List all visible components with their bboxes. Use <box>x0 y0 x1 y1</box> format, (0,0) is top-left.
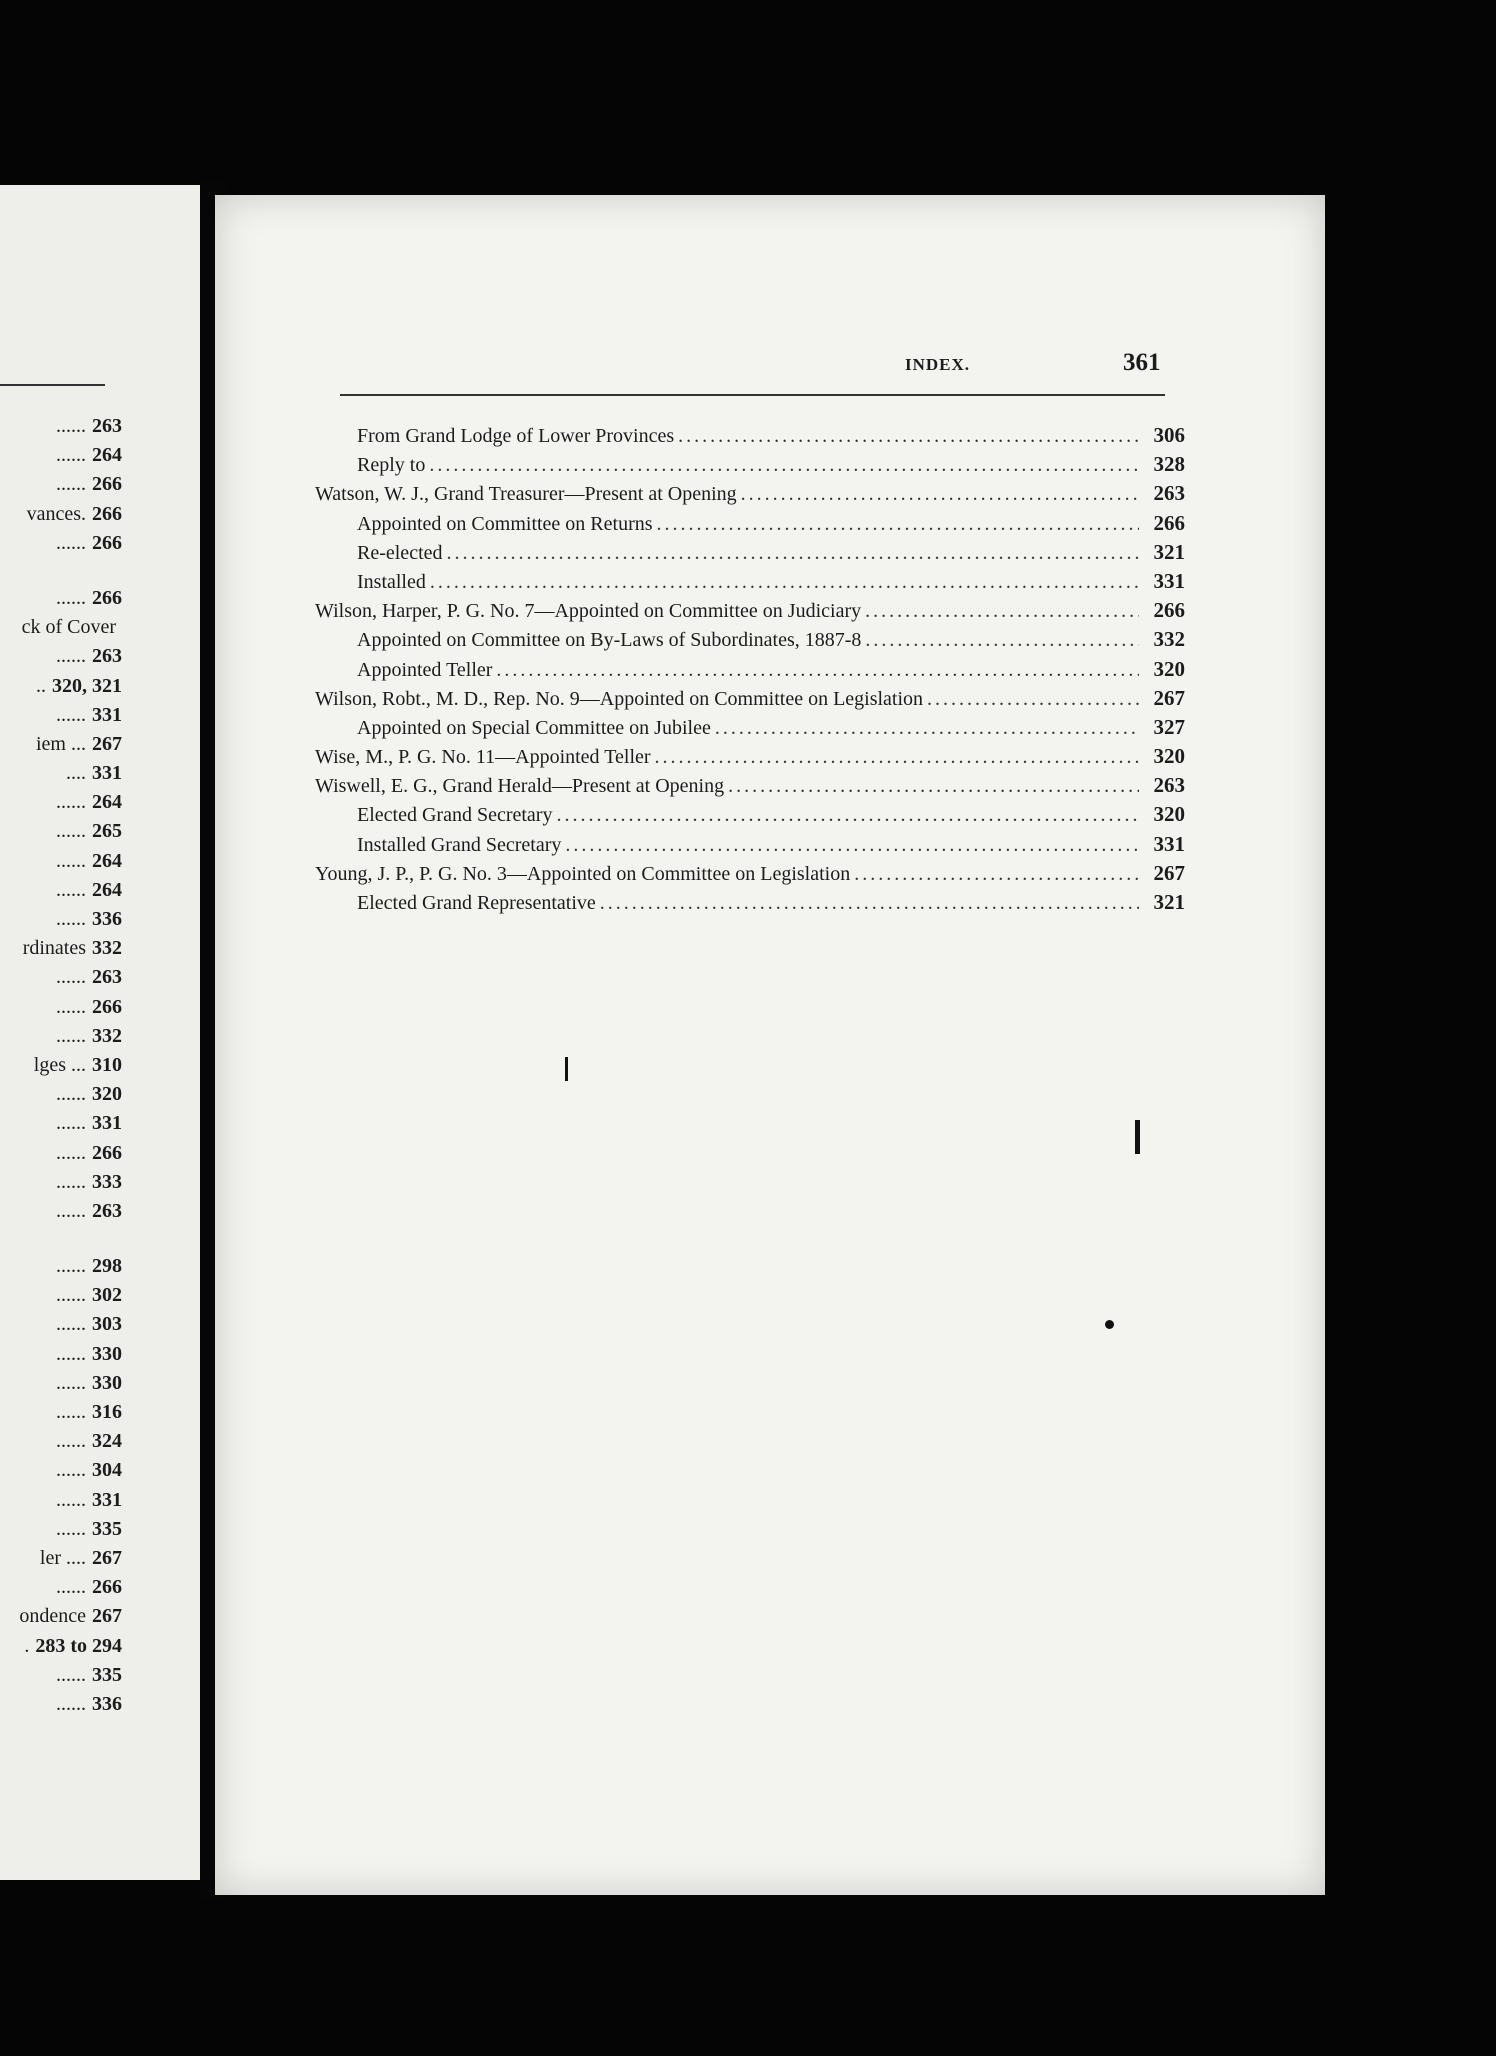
left-index-entry-page: 303 <box>92 1313 122 1336</box>
left-index-entry <box>0 733 122 762</box>
left-index-entry <box>0 850 122 879</box>
left-index-entry <box>0 1693 122 1722</box>
left-index-entry <box>0 616 122 645</box>
left-index-entry-page: 265 <box>92 820 122 843</box>
left-index-entry-page: 316 <box>92 1401 122 1423</box>
left-index-entry-text: ...... <box>56 703 86 726</box>
index-entry <box>315 598 1185 627</box>
index-entry-page: 306 <box>1153 423 1185 447</box>
left-index-entry-text: ...... <box>56 1576 86 1599</box>
left-index-entry <box>0 532 122 561</box>
index-entry-page: 327 <box>1153 714 1185 739</box>
left-index-entry-text: ...... <box>56 1371 86 1394</box>
dot-leader <box>865 600 1139 623</box>
left-index-entry <box>0 1430 122 1459</box>
left-index-entry-page: 266 <box>92 473 122 496</box>
index-entry-page: 332 <box>1153 627 1185 652</box>
left-index-entry-text: rdinates <box>22 937 86 960</box>
left-index-entry-page: 267 <box>92 732 122 755</box>
left-index-entry-text: ...... <box>56 820 86 843</box>
index-entry-page: 328 <box>1153 452 1185 477</box>
left-index-entry-text: ...... <box>56 1488 86 1511</box>
index-entry-page: 267 <box>1153 685 1185 710</box>
left-index-entry-text: . <box>24 1634 30 1657</box>
dot-leader <box>741 483 1139 506</box>
left-index-entry-page: 266 <box>92 995 122 1018</box>
left-index-entry <box>0 1576 122 1605</box>
left-index-entry-page: 283 to 294 <box>35 1634 122 1657</box>
dot-leader <box>496 659 1139 682</box>
left-index-entry-page: 263 <box>92 1199 122 1222</box>
index-entry <box>315 627 1185 656</box>
dot-leader <box>429 454 1139 477</box>
index-gap <box>0 1229 122 1255</box>
index-entry <box>315 481 1185 510</box>
dot-leader <box>865 629 1139 652</box>
left-index-entry <box>0 503 122 532</box>
left-index-entry-text: ...... <box>56 1024 86 1047</box>
index-entry-text: From Grand Lodge of Lower Provinces <box>357 425 675 447</box>
left-index-entry-text: ...... <box>56 1284 86 1307</box>
left-index-entry <box>0 444 122 473</box>
left-index-entry-page: 302 <box>92 1284 122 1307</box>
left-index-entry <box>0 1664 122 1693</box>
left-index-entry-text: ...... <box>56 586 86 609</box>
left-index-entry <box>0 1343 122 1372</box>
index-entry <box>315 686 1185 715</box>
index-entry-text: Appointed on Committee on Returns <box>357 512 653 535</box>
index-entry <box>315 657 1185 686</box>
index-entry-text: Wise, M., P. G. No. 11—Appointed Teller <box>315 746 651 769</box>
left-index-entry <box>0 587 122 616</box>
left-index-entry-page: 335 <box>92 1663 122 1686</box>
index-entry <box>315 452 1185 481</box>
left-index-entry-page: 332 <box>92 1024 122 1047</box>
left-index-entry-page: 336 <box>92 1692 122 1715</box>
index-entry <box>315 540 1185 569</box>
left-index-entry <box>0 1171 122 1200</box>
left-index-entry-page: 266 <box>92 1576 122 1599</box>
left-index-entry <box>0 1200 122 1229</box>
left-index-entry <box>0 1313 122 1342</box>
index-entry-text: Appointed Teller <box>357 658 493 681</box>
left-index-entry <box>0 675 122 704</box>
left-index-entry-page: 331 <box>92 1488 122 1511</box>
dot-leader <box>447 542 1140 565</box>
dot-leader <box>854 863 1139 886</box>
index-entry-page: 331 <box>1153 831 1185 856</box>
left-index-entry <box>0 762 122 791</box>
left-index-entry <box>0 415 122 444</box>
left-index-entry-text: ...... <box>56 995 86 1018</box>
left-index-entry-text: .... <box>66 762 86 785</box>
left-index-entry-page: 330 <box>92 1371 122 1394</box>
index-entry-page: 266 <box>1153 510 1185 535</box>
ink-speck <box>1135 1120 1140 1154</box>
index-list <box>315 423 1185 919</box>
index-entry-text: Installed Grand Secretary <box>357 833 562 856</box>
left-index-entry-text: ...... <box>56 1517 86 1540</box>
left-index-entry-page: 332 <box>92 937 122 960</box>
index-entry <box>315 511 1185 540</box>
index-entry-page: 321 <box>1153 890 1185 914</box>
left-index-entry-text: ...... <box>56 791 86 814</box>
dot-leader <box>565 834 1139 857</box>
dot-leader <box>655 746 1139 769</box>
index-entry-text: Young, J. P., P. G. No. 3—Appointed on Committee on Legislation <box>315 862 851 885</box>
left-index-entry <box>0 1112 122 1141</box>
index-entry-page: 320 <box>1153 802 1185 827</box>
left-index-entry <box>0 937 122 966</box>
left-index-entry <box>0 908 122 937</box>
dot-leader <box>715 717 1139 740</box>
left-index-entry-page: 266 <box>92 502 122 525</box>
page-number: 361 <box>1123 349 1161 376</box>
left-index-entry-page: 264 <box>92 878 122 901</box>
left-index-entry <box>0 879 122 908</box>
index-entry <box>315 861 1185 890</box>
left-index-entry-page: 266 <box>92 1141 122 1164</box>
index-entry-text: Watson, W. J., Grand Treasurer—Present at Opening <box>315 483 737 506</box>
right-page <box>215 195 1325 1895</box>
index-entry-page: 331 <box>1153 568 1185 593</box>
left-index-entry-page: 263 <box>92 415 122 437</box>
left-index-entry <box>0 1489 122 1518</box>
left-index-entry <box>0 645 122 674</box>
left-index-entry-page: 333 <box>92 1170 122 1193</box>
left-index-entry-text: ...... <box>56 1459 86 1482</box>
left-index-entry-page: 263 <box>92 645 122 668</box>
index-entry-page: 320 <box>1153 744 1185 769</box>
index-entry <box>315 773 1185 802</box>
left-index-entry-page: 336 <box>92 908 122 930</box>
left-index-entry-text: lges ... <box>33 1053 86 1076</box>
left-index-entry-text: ...... <box>56 1313 86 1336</box>
left-index-entry-page: 264 <box>92 849 122 872</box>
index-entry-page: 266 <box>1153 598 1185 623</box>
left-index-entry <box>0 1401 122 1430</box>
index-gap <box>0 561 122 587</box>
left-index-entry-page: 267 <box>92 1605 122 1628</box>
dot-leader <box>678 425 1139 448</box>
left-index-entry-text: .. <box>36 674 46 697</box>
left-index-entry <box>0 704 122 733</box>
left-index-entry-text: ...... <box>56 1141 86 1164</box>
left-index-entry-page: 267 <box>92 1546 122 1569</box>
left-index-entry-page: 304 <box>92 1459 122 1482</box>
left-index-entry-page: 335 <box>92 1517 122 1540</box>
left-index-entry-text: ck of Cover <box>21 616 116 639</box>
page-title: INDEX. <box>905 355 971 374</box>
left-index-entry-text: ...... <box>56 415 86 437</box>
left-index-entry-page: 263 <box>92 966 122 989</box>
index-entry-text: Wiswell, E. G., Grand Herald—Present at Opening <box>315 775 725 798</box>
left-index-entry <box>0 1284 122 1313</box>
index-entry-page: 320 <box>1153 656 1185 681</box>
index-entry <box>315 890 1185 919</box>
left-index-entry-text: ...... <box>56 1401 86 1423</box>
left-header-rule <box>0 384 105 386</box>
left-index-entry-page: 264 <box>92 444 122 467</box>
left-index-entry-text: ...... <box>56 966 86 989</box>
dot-leader <box>927 688 1139 711</box>
left-index-entry-page: 324 <box>92 1430 122 1453</box>
dot-leader <box>430 571 1139 594</box>
dot-leader <box>556 804 1139 827</box>
dot-leader <box>728 775 1139 798</box>
index-entry <box>315 423 1185 452</box>
left-index-entry-page: 310 <box>92 1053 122 1076</box>
index-entry <box>315 802 1185 831</box>
index-entry-text: Wilson, Robt., M. D., Rep. No. 9—Appointed on Committee on Legislation <box>315 687 924 710</box>
left-index-entry-text: ...... <box>56 1692 86 1715</box>
left-index-entry <box>0 1547 122 1576</box>
left-index-entry <box>0 996 122 1025</box>
left-index-entry-text: ...... <box>56 1342 86 1365</box>
left-index-entry-text: ...... <box>56 444 86 467</box>
left-index-entry <box>0 1635 122 1664</box>
left-index-entry-text: ...... <box>56 1430 86 1453</box>
left-index-entry <box>0 1142 122 1171</box>
left-index-entry-page: 331 <box>92 762 122 785</box>
index-entry-page: 263 <box>1153 773 1185 798</box>
left-index-entry-page: 331 <box>92 1112 122 1135</box>
left-index-entry-page: 266 <box>92 586 122 609</box>
left-index-entry <box>0 791 122 820</box>
dot-leader <box>600 892 1139 915</box>
index-entry-text: Appointed on Special Committee on Jubilee <box>357 716 711 739</box>
left-index-entry-text: ...... <box>56 1083 86 1106</box>
left-index-entry-text: ...... <box>56 1112 86 1135</box>
left-index-entry <box>0 1025 122 1054</box>
left-index-entry-text: ler .... <box>39 1546 86 1569</box>
index-entry-text: Reply to <box>357 454 426 477</box>
left-index-entry-text: ondence <box>19 1605 86 1628</box>
ink-speck <box>1105 1320 1114 1329</box>
left-index-entry <box>0 1083 122 1112</box>
index-entry-text: Appointed on Committee on By-Laws of Subordinates, 1887-8 <box>357 629 862 652</box>
left-index-entry-text: iem ... <box>36 732 86 755</box>
left-index-entry-page: 320, 321 <box>52 674 122 697</box>
dot-leader <box>657 513 1139 536</box>
index-entry-text: Elected Grand Representative <box>357 892 596 914</box>
left-index-entry-page: 320 <box>92 1083 122 1106</box>
left-index-entry <box>0 1255 122 1284</box>
left-index-entry-text: ...... <box>56 473 86 496</box>
index-entry <box>315 832 1185 861</box>
left-index-entry-text: ...... <box>56 849 86 872</box>
ink-speck <box>565 1057 568 1081</box>
index-entry <box>315 715 1185 744</box>
index-entry-page: 321 <box>1153 539 1185 564</box>
left-index-entry-text: vances. <box>26 502 86 525</box>
index-entry <box>315 744 1185 773</box>
left-index-entry-text: ...... <box>56 1199 86 1222</box>
left-index-entry <box>0 966 122 995</box>
left-index-entry-page: 330 <box>92 1342 122 1365</box>
left-index-entry-page: 331 <box>92 703 122 726</box>
left-index-entry-text: ...... <box>56 1170 86 1193</box>
left-index-entry <box>0 1605 122 1634</box>
left-index-entry <box>0 473 122 502</box>
left-index-entry <box>0 1459 122 1488</box>
left-index-entry-text: ...... <box>56 645 86 668</box>
index-entry-text: Installed <box>357 570 426 593</box>
index-entry-text: Wilson, Harper, P. G. No. 7—Appointed on Committee on Judiciary <box>315 600 862 623</box>
left-index-entry-text: ...... <box>56 531 86 554</box>
left-index-entry <box>0 1054 122 1083</box>
index-entry <box>315 569 1185 598</box>
index-entry-text: Re-elected <box>357 541 443 564</box>
left-index-entry-text: ...... <box>56 1255 86 1278</box>
left-index-entry <box>0 1518 122 1547</box>
header-rule <box>340 394 1165 396</box>
index-entry-text: Elected Grand Secretary <box>357 804 553 827</box>
left-index-entry-page: 266 <box>92 531 122 554</box>
left-index-entry <box>0 1372 122 1401</box>
left-index-entry-page: 298 <box>92 1255 122 1278</box>
left-index-entry <box>0 820 122 849</box>
left-index-entry-text: ...... <box>56 908 86 930</box>
left-index-entry-text: ...... <box>56 878 86 901</box>
index-entry-page: 267 <box>1153 860 1185 885</box>
left-page <box>0 185 210 1880</box>
index-entry-page: 263 <box>1153 481 1185 506</box>
left-index-entry-text: ...... <box>56 1663 86 1686</box>
left-index-entry-page: 264 <box>92 791 122 814</box>
left-index-list <box>0 415 122 1722</box>
